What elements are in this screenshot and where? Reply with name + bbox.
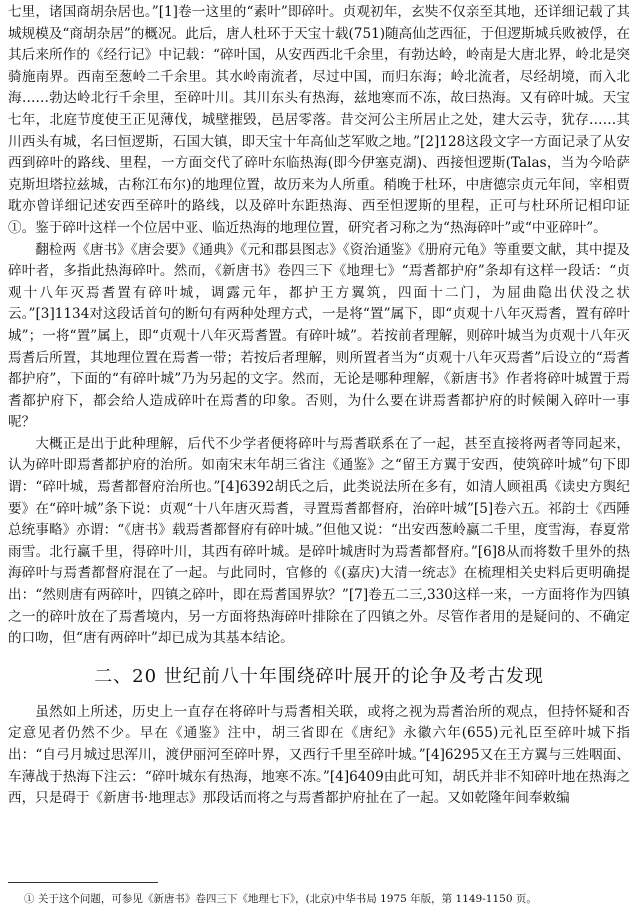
footnote-divider xyxy=(8,882,158,883)
paragraph-1: 七里，诸国商胡杂居也。”[1]卷一这里的“素叶”即碎叶。贞观初年，玄奘不仅亲至其地，还详细记载了其城规模及“商胡杂居”的概况。此后，唐人杜环于天宝十载(751)随高仙芝西征，于但逻斯城兵败被俘，在其后来所作的《经行记》中记载：“碎叶国，从安西西北千余里，有勃达岭，岭南是大唐北界，岭北是突骑施南界。西南至葱岭二千余里。其水岭南流者，尽过中国，而归东海；岭北流者，尽经胡境，而入北海……勃达岭北行千余里，至碎叶川。其川东头有热海，兹地寒而不冻，故曰热海。又有碎叶城。天宝七年，北庭节度使王正见薄伐，城壁摧毁，邑居零落。昔交河公主所居止之处，建大云寺，犹存……其川西头有城，名曰恒逻斯，石国大镇，即天宝十年高仙芝军败之地。”[2]128这段文字一方面记录了从安西到碎叶的路线、里程，一方面交代了碎叶东临热海(即今伊塞克湖)、西接怛逻斯(Talas，当为今哈萨克斯坦塔拉兹城，古称江布尔)的地理位置，故历来为人所重。稍晚于杜环，中唐德宗贞元年间，宰相贾耽亦曾详细记述安西至碎叶的路线，以及碎叶东距热海、西至怛逻斯的里程，正可与杜环所记相印证①。鉴于碎叶这样一个位居中亚、临近热海的地理位置，研究者习称之为“热海碎叶”或“中亚碎叶”。 xyxy=(8,4,630,236)
document-page xyxy=(8,2,630,912)
section-heading: 二、20 世纪前八十年围绕碎叶展开的论争及考古发现 xyxy=(94,665,544,687)
footnote: ① 关于这个问题，可参见《新唐书》卷四三下《地理七下》，(北京)中华书局 1975 年版，第 1149-1150 页。 xyxy=(24,893,537,905)
paragraph-3: 大概正是出于此种理解，后代不少学者便将碎叶与焉耆联系在了一起，甚至直接将两者等同起来，认为碎叶即焉耆都护府的治所。如南宋末年胡三省注《通鉴》之“留王方翼于安西，使筑碎叶城”句下即谓：“碎叶城，焉耆都督府治所也。”[4]6392胡氏之后，此类说法所在多有，如清人顾祖禹《读史方舆纪要》在“碎叶城”条下说：贞观“十八年唐灭焉耆，寻置焉耆都督府，治碎叶城”[5]卷六五。祁韵士《西陲总统事略》亦谓：“《唐书》载焉耆都督府有碎叶城。”但他又说：“出安西葱岭赢二千里，度雪海，春夏常雨雪。北行赢千里，得碎叶川，其西有碎叶城。是碎叶城唐时为焉耆都督府。”[6]8从而将数千里外的热海碎叶与焉耆都督府混在了一起。与此同时，官修的《(嘉庆)大清一统志》在梳理相关史料后更明确提出：“然则唐有两碎叶，四镇之碎叶，即在焉耆国界欤？”[7]卷五二三,330这样一来，一方面将作为四镇之一的碎叶放在了焉耆境内，另一方面将热海碎叶排除在了四镇之外。尽管作者用的是疑问的、不确定的口吻，但“唐有两碎叶”却已成为其基本结论。 xyxy=(8,435,630,647)
paragraph-2: 翻检两《唐书》《唐会要》《通典》《元和郡县图志》《资治通鉴》《册府元龟》等重要文献，其中提及碎叶者，多指此热海碎叶。然而，《新唐书》卷四三下《地理七》“焉耆都护府”条却有这样一段话：“贞观十八年灭焉耆置有碎叶城，调露元年，都护王方翼筑，四面十二门，为屈曲隐出伏没之状云。”[3]1134对这段话首句的断句有两种处理方式，一是将“置”属下，即“贞观十八年灭焉耆，置有碎叶城”；一将“置”属上，即“贞观十八年灭焉耆置。有碎叶城”。若按前者理解，则碎叶城当为贞观十八年灭焉耆后所置，其地理位置在焉耆一带；若按后者理解，则所置者当为“贞观十八年灭焉耆”后设立的“焉耆都护府”，下面的“有碎叶城”乃为另起的文字。然而，无论是哪种理解，《新唐书》作者将碎叶城置于焉耆都护府下，都会给人造成碎叶在焉耆的印象。否则，为什么要在讲焉耆都护府的时候阑入碎叶一事呢？ xyxy=(8,241,630,431)
paragraph-4: 虽然如上所述，历史上一直存在将碎叶与焉耆相关联，或将之视为焉耆治所的观点，但持怀疑和否定意见者仍然不少。早在《通鉴》注中，胡三省即在《唐纪》永徽六年(655)元礼臣至碎叶城下指出：“自弓月城过思浑川，渡伊丽河至碎叶界，又西行千里至碎叶城。”[4]6295又在王方翼与三姓咽面、车薄战于热海下注云：“碎叶城东有热海，地寒不冻。”[4]6409由此可知，胡氏并非不知碎叶地在热海之西，只是碍于《新唐书·地理志》那段话而将之与焉耆都护府扯在了一起。又如乾隆年间奉敕编 xyxy=(8,703,630,807)
